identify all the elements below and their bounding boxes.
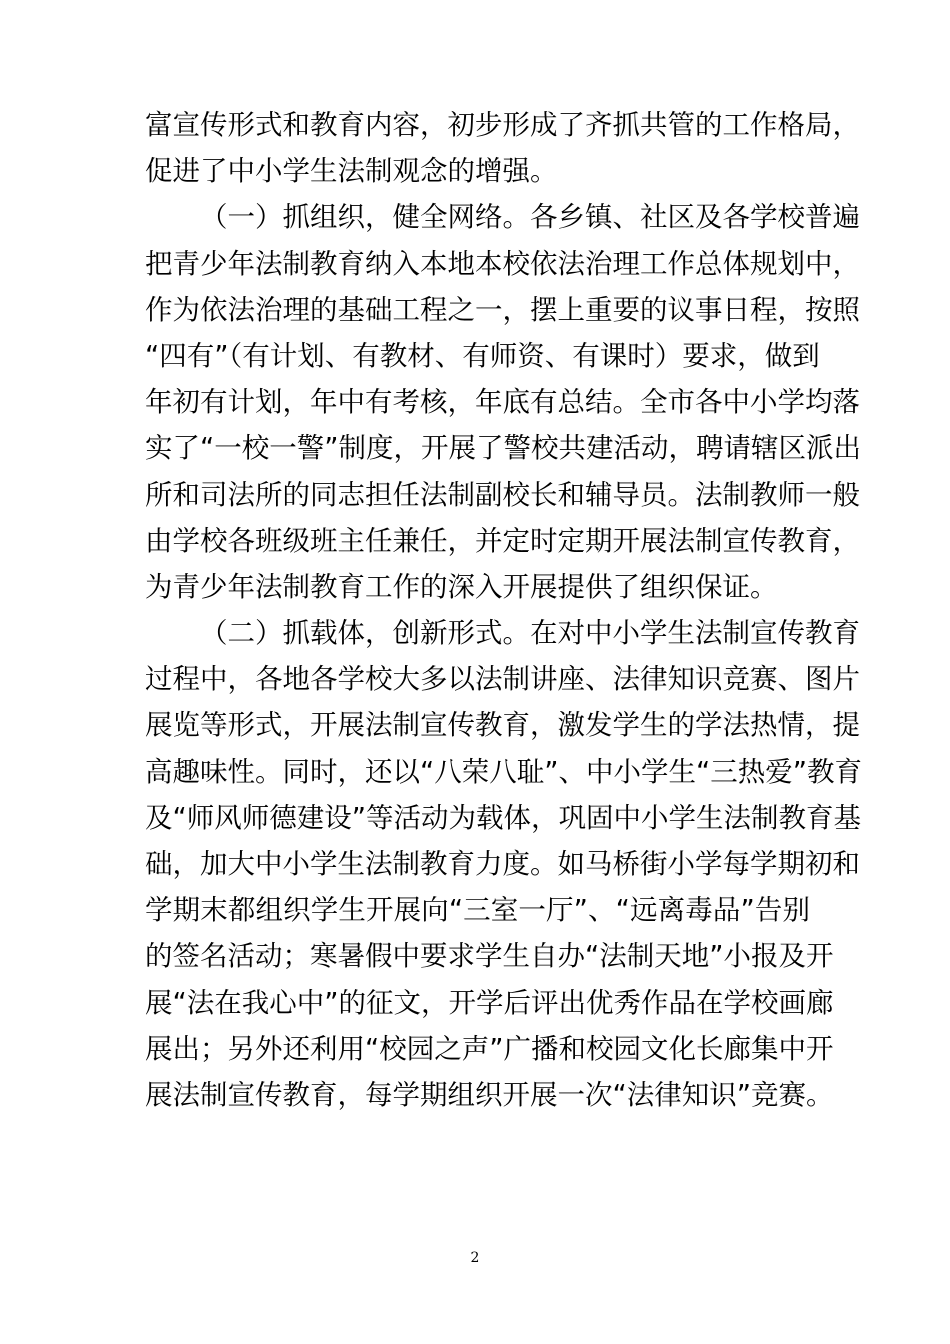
text-line: “四有”（有计划、有教材、有师资、有课时）要求，做到 [145,339,820,372]
text-line: 展“法在我心中”的征文，开学后评出优秀作品在学校画廊 [145,986,834,1019]
text-line: 础，加大中小学生法制教育力度。如马桥街小学每学期初和 [145,848,860,880]
text-line: 的签名活动；寒暑假中要求学生自办“法制天地”小报及开 [145,940,834,973]
text-line: 高趣味性。同时，还以“八荣八耻”、中小学生“三热爱”教育 [145,755,862,788]
text-line: 年初有计划，年中有考核，年底有总结。全市各中小学均落 [145,386,860,419]
text-line: 展法制宣传教育，每学期组织开展一次“法律知识”竞赛。 [145,1078,834,1111]
text-line: 展出；另外还利用“校园之声”广播和校园文化长廊集中开 [145,1032,834,1065]
text-line: 所和司法所的同志担任法制副校长和辅导员。法制教师一般 [145,478,860,511]
text-line: 过程中，各地各学校大多以法制讲座、法律知识竞赛、图片 [145,663,860,696]
text-line: 作为依法治理的基础工程之一，摆上重要的议事日程，按照 [145,293,860,326]
paragraph-heading-line: （二）抓载体，创新形式。在对中小学生法制宣传教育 [200,617,860,650]
body-text [145,102,862,1118]
text-line: 学期末都组织学生开展向“三室一厅”、“远离毒品”告别 [145,894,810,927]
paragraph-heading-line: （一）抓组织，健全网络。各乡镇、社区及各学校普遍 [200,201,860,234]
text-line: 由学校各班级班主任兼任，并定时定期开展法制宣传教育， [145,524,860,557]
text-line: 把青少年法制教育纳入本地本校依法治理工作总体规划中， [145,247,860,280]
text-line: 为青少年法制教育工作的深入开展提供了组织保证。 [145,570,778,603]
page-number: 2 [470,1250,480,1266]
text-line: 实了“一校一警”制度，开展了警校共建活动，聘请辖区派出 [145,432,861,465]
text-line: 促进了中小学生法制观念的增强。 [145,155,558,188]
text-line: 富宣传形式和教育内容，初步形成了齐抓共管的工作格局， [145,109,860,141]
text-line: 及“师风师德建设”等活动为载体，巩固中小学生法制教育基 [145,801,861,834]
text-line: 展览等形式，开展法制宣传教育，激发学生的学法热情，提 [145,709,860,742]
